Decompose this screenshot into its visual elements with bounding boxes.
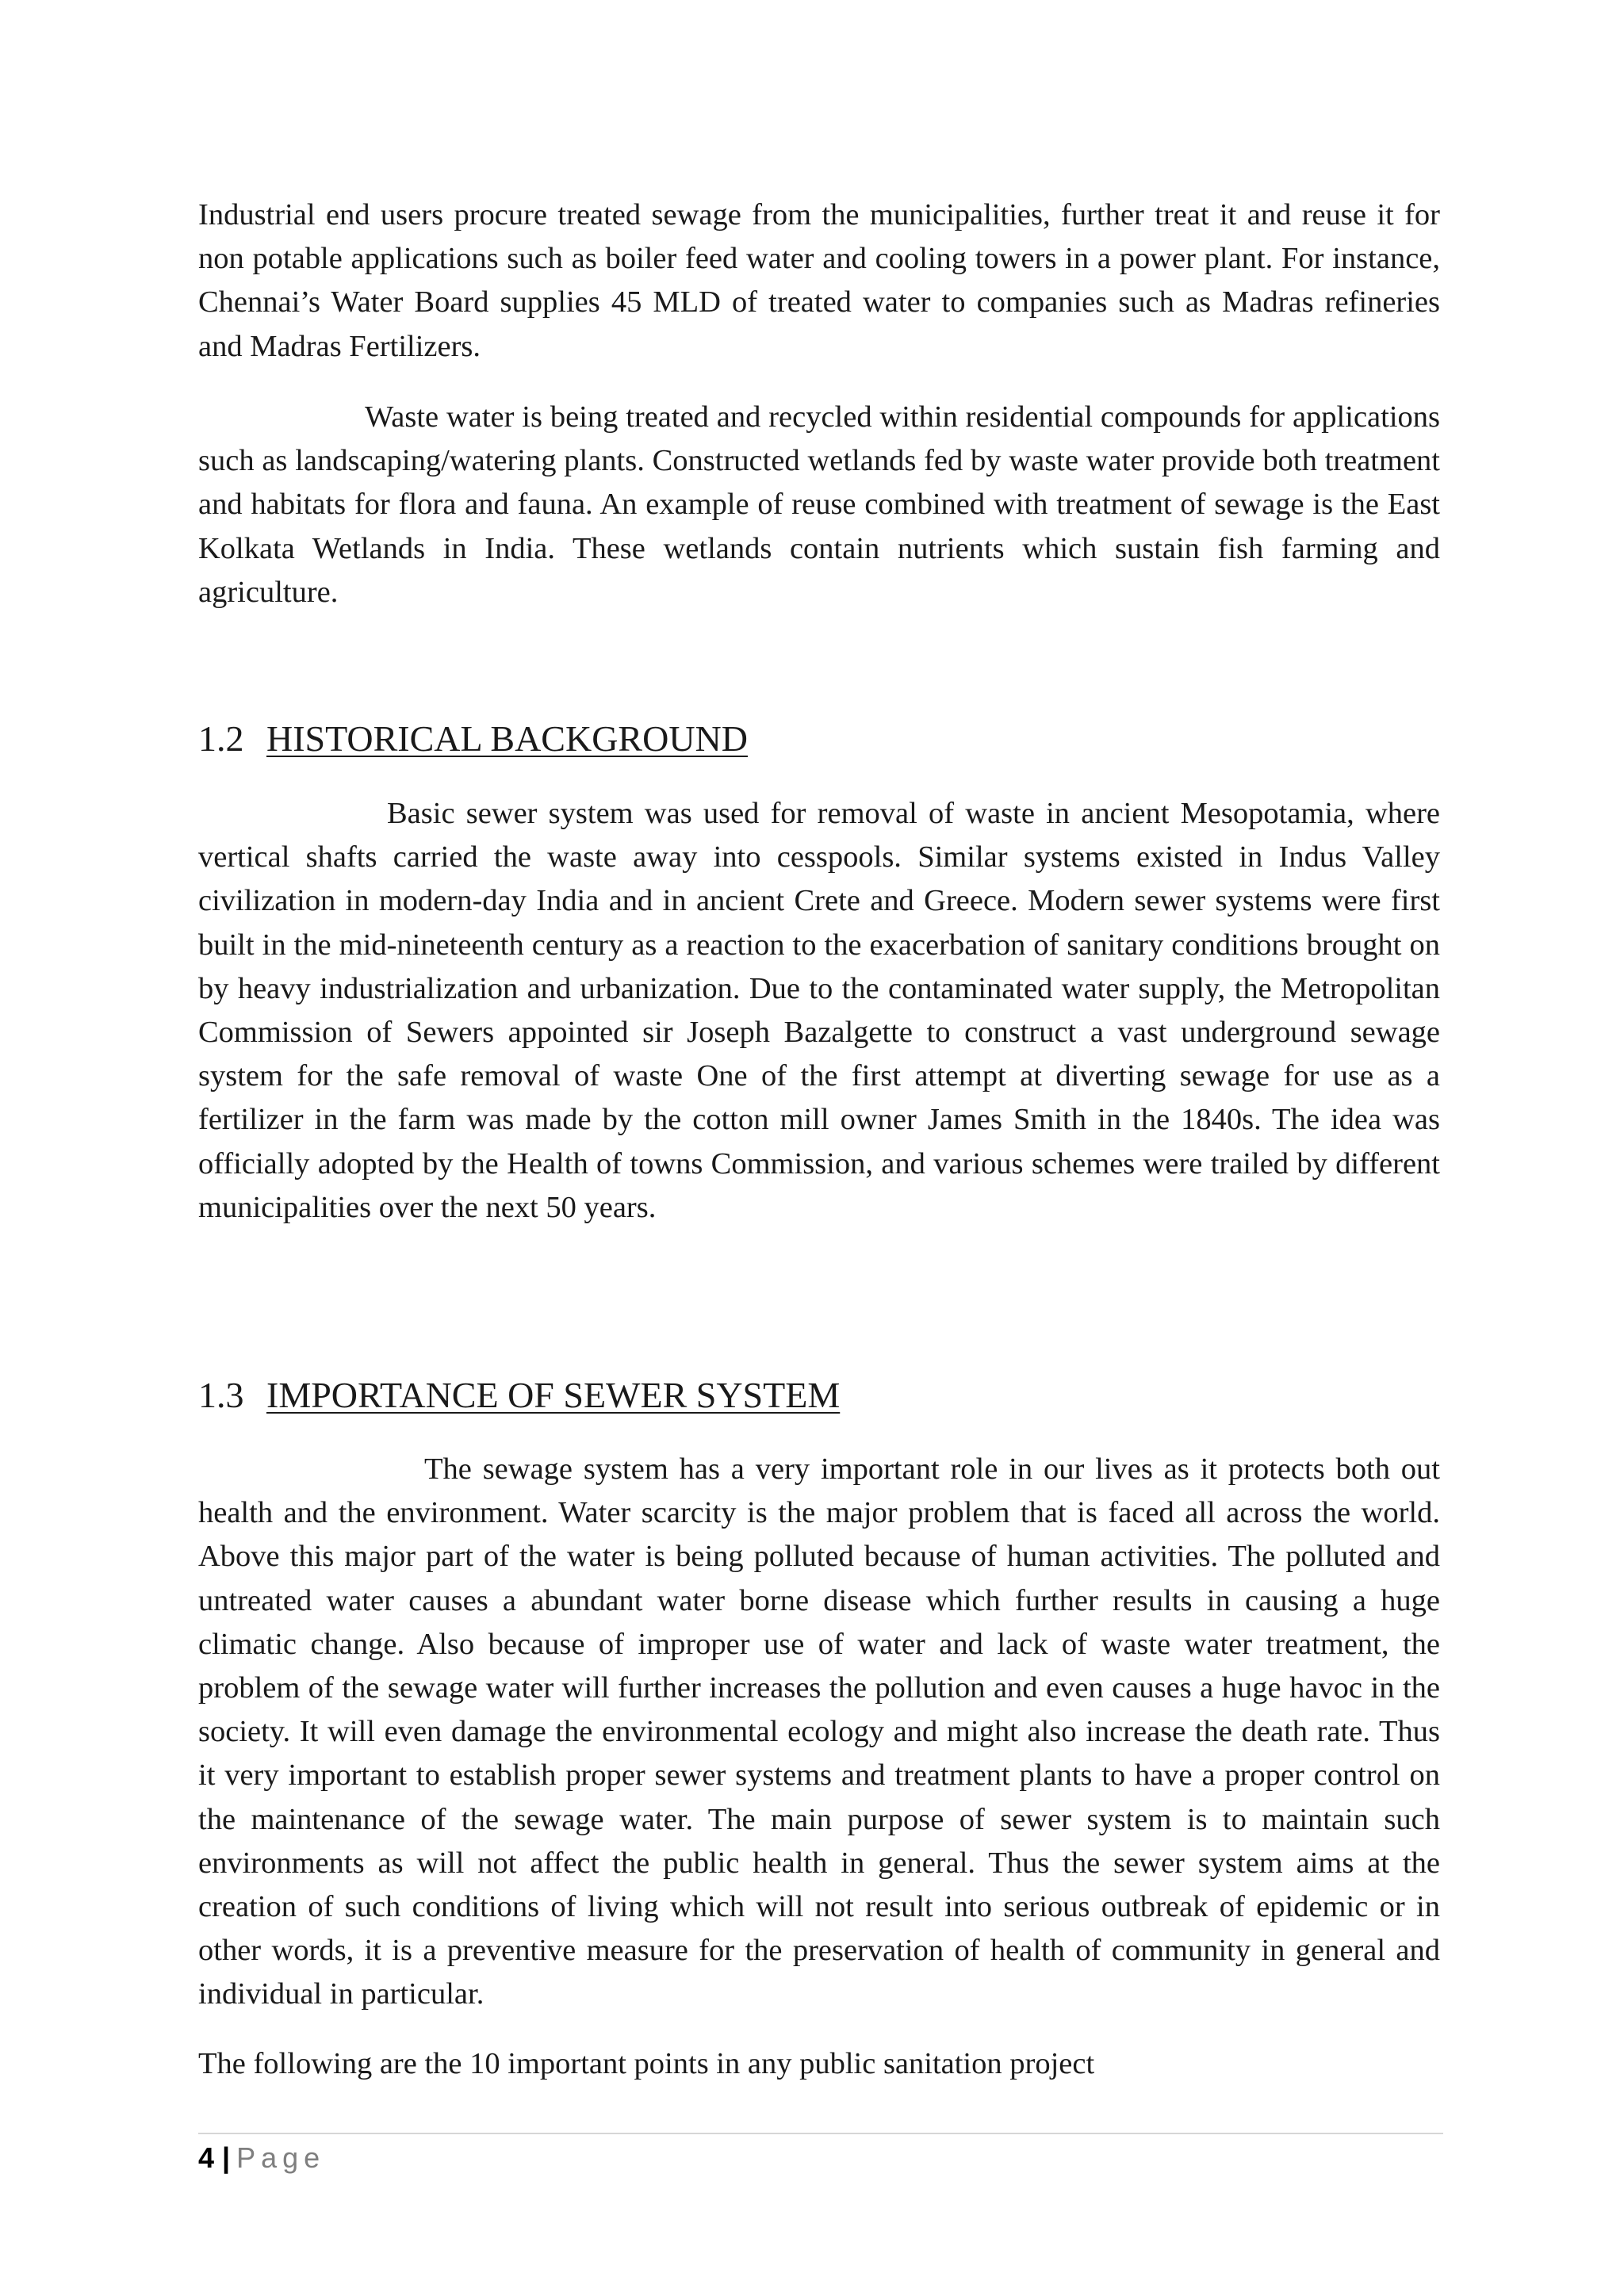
importance-paragraph (198, 1448, 1440, 2017)
page-label: Page (236, 2141, 326, 2174)
intro-paragraph-1 (198, 193, 1440, 369)
body-text: The following are the 10 important points in any public sanitation project (198, 2047, 1095, 2080)
section-title: HISTORICAL BACKGROUND (266, 718, 748, 759)
section-heading-historical-background (198, 717, 1440, 761)
footer-divider (198, 2133, 1443, 2134)
historical-background-paragraph (198, 792, 1440, 1230)
section-number: 1.3 (198, 1375, 244, 1415)
body-text: The sewage system has a very important role in our lives as it protects both out health and the environment. Water scarcity is the major problem that is faced all across the world. Above this major part of the water is being polluted because of human activities. The polluted and untreated water causes a abundant water borne disease which further results in causing a huge climatic change. Also because of improper use of water and lack of waste water treatment, the problem of the sewage water will further increases the pollution and even causes a huge havoc in the society. It will even damage the environmental ecology and might also increase the death rate. Thus it very important to establish proper sewer systems and treatment plants to have a proper control on the maintenance of the sewage water. The main purpose of sewer system is to maintain such environments as will not affect the public health in general. Thus the sewer system aims at the creation of such conditions of living which will not result into serious outbreak of epidemic or in other words, it is a preventive measure for the preservation of health of community in general and individual in particular. (198, 1452, 1440, 2011)
intro-paragraph-2 (198, 396, 1440, 614)
section-number: 1.2 (198, 718, 244, 759)
body-text: Basic sewer system was used for removal of waste in ancient Mesopotamia, where vertical shafts carried the waste away into cesspools. Similar systems existed in Indus Valley civilization in modern-day India and in ancient Crete and Greece. Modern sewer systems were first built in the mid-nineteenth century as a reaction to the exacerbation of sanitary conditions brought on by heavy industrialization and urbanization. Due to the contaminated water supply, the Metropolitan Commission of Sewers appointed sir Joseph Bazalgette to construct a vast underground sewage system for the safe removal of waste One of the first attempt at diverting sewage for use as a fertilizer in the farm was made by the cotton mill owner James Smith in the 1840s. The idea was officially adopted by the Health of towns Commission, and various schemes were trailed by different municipalities over the next 50 years. (198, 797, 1440, 1224)
page-number: 4 (198, 2141, 215, 2174)
body-text: Industrial end users procure treated sewage from the municipalities, further treat it and reuse it for non potable applications such as boiler feed water and cooling towers in a power plant. For instance, Chennai’s Water Board supplies 45 MLD of treated water to companies such as Madras refineries and Madras Fertilizers. (198, 198, 1440, 363)
section-title: IMPORTANCE OF SEWER SYSTEM (266, 1375, 841, 1415)
closing-line (198, 2042, 1440, 2086)
body-text: Waste water is being treated and recycled within residential compounds for applications such as landscaping/watering plants. Constructed wetlands fed by waste water provide both treatment and habitats for flora and fauna. An example of reuse combined with treatment of sewage is the East Kolkata Wetlands in India. These wetlands contain nutrients which sustain fish farming and agriculture. (198, 400, 1440, 609)
footer-separator: | (222, 2141, 231, 2174)
section-heading-importance-of-sewer-system (198, 1373, 1440, 1418)
page-footer (198, 2141, 325, 2175)
